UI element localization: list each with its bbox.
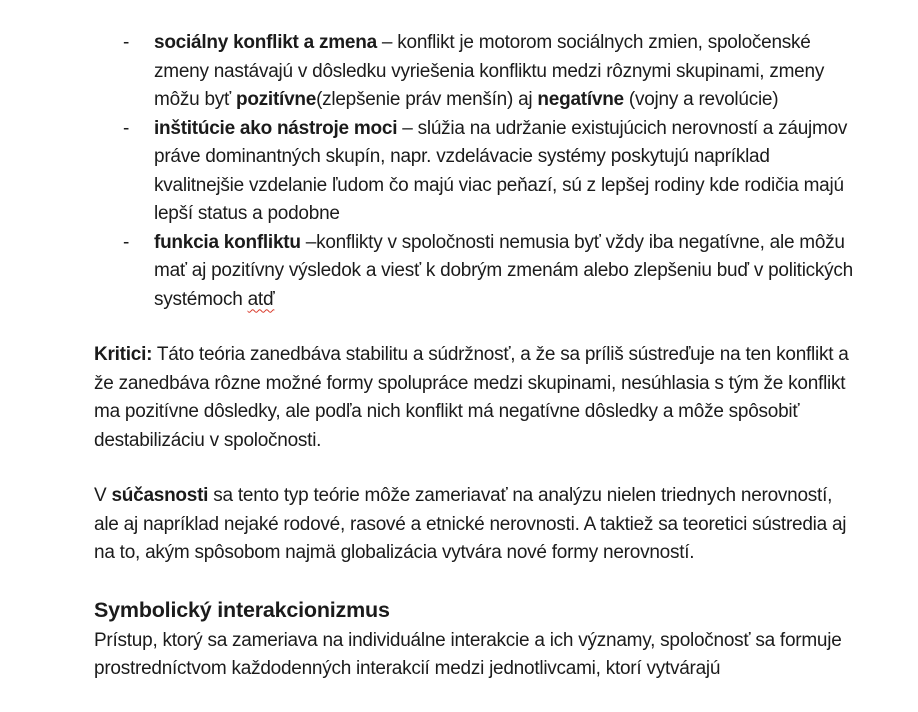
list-item: [94, 115, 857, 229]
list-item: [94, 229, 857, 315]
paragraph-present-day: V súčasnosti sa tento typ teórie môže zameriavať na analýzu nielen triednych nerovností, ale aj napríklad nejaké rodové, rasové a etnické nerovnosti. A taktiež sa teoretici sústredia aj na to, akým spôsobom najmä globalizácia vytvára nové formy nerovností.: [94, 485, 847, 563]
spellcheck-flagged-word: atď: [247, 288, 275, 310]
list-item-text: funkcia konfliktu –konflikty v spoločnosti nemusia byť vždy iba negatívne, ale môžu mať aj pozitívny výsledok a viesť k dobrým zmenám alebo zlepšeniu buď v politických systémoch atď: [154, 231, 853, 310]
bullet-marker: -: [123, 231, 130, 253]
bullet-marker: -: [123, 117, 130, 139]
bullet-marker: -: [123, 32, 130, 53]
section-heading: Symbolický interakcionizmus: [94, 597, 390, 622]
document-page[interactable]: [94, 0, 857, 684]
list-item-text: sociálny konflikt a zmena – konflikt je motorom sociálnych zmien, spoločenské zmeny nastávajú v dôsledku vyriešenia konfliktu medzi rôznymi skupinami, zmeny môžu byť pozitívne(zlepšenie práv menšín) aj negatívne (vojny a revolúcie): [154, 32, 825, 110]
list-item-text: inštitúcie ako nástroje moci – slúžia na udržanie existujúcich nerovností a záujmov práve dominantných skupín, napr. vzdelávacie systémy poskytujú napríklad kvalitnejšie vzdelanie ľudom čo majú viac peňazí, sú z lepšej rodiny kde rodičia majú lepší status a podobne: [154, 117, 848, 224]
paragraph-critics: Kritici: Táto teória zanedbáva stabilitu a súdržnosť, a že sa príliš sústreďuje na ten konflikt a že zanedbáva rôzne možné formy spolupráce medzi skupinami, nesúhlasia s tým že konflikt ma pozitívne dôsledky, ale podľa nich konflikt má negatívne dôsledky a môže spôsobiť destabilizáciu v spoločnosti.: [94, 344, 849, 451]
list-item: [94, 29, 857, 115]
bullet-list: [94, 29, 857, 314]
paragraph-symbolic-interactionism: Prístup, ktorý sa zameriava na individuálne interakcie a ich významy, spoločnosť sa formuje prostredníctvom každodenných interakcií medzi jednotlivcami, ktorí vytvárajú: [94, 629, 842, 679]
